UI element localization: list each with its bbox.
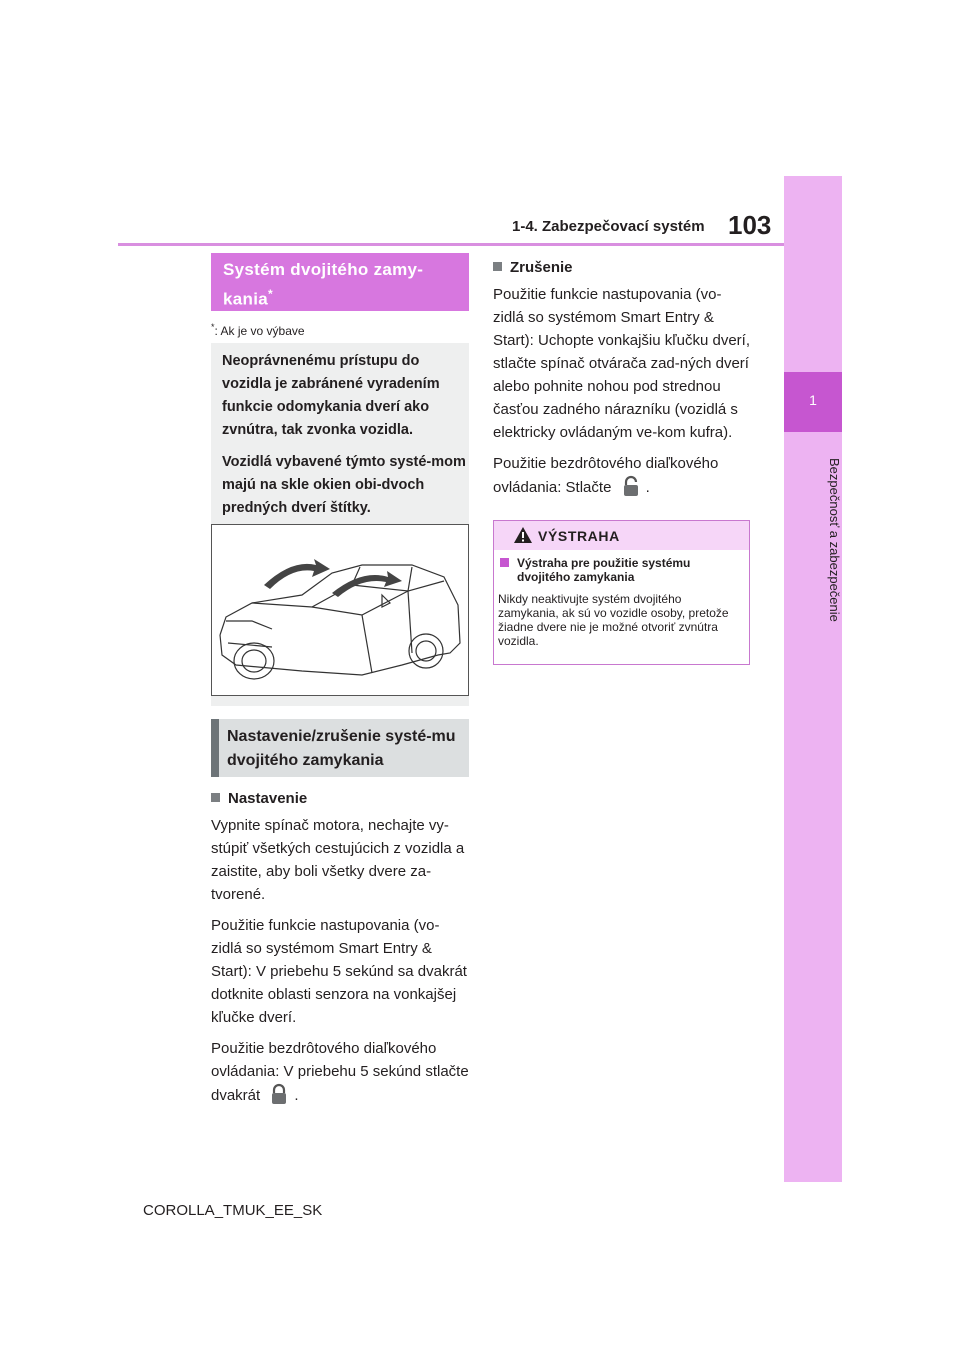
warning-title: VÝSTRAHA	[538, 528, 620, 544]
intro-text	[222, 350, 468, 529]
section-title: 1-4. Zabezpečovací systém	[512, 218, 705, 235]
setting-subheading	[211, 787, 469, 810]
intro-paragraph-1: Neoprávnenému prístupu do vozidla je zabránené vyradením funkcie odomykania dverí ako zvnútra, tak zvonka vozidla.	[222, 353, 440, 438]
footnote-text: : Ak je vo výbave	[214, 324, 305, 338]
cancel-section	[493, 256, 751, 507]
cancel-subheading	[493, 256, 751, 279]
setting-section	[211, 787, 469, 1115]
setting-title: Nastavenie	[228, 790, 308, 807]
warning-subtitle	[500, 556, 740, 584]
intro-paragraph-2: Vozidlá vybavené týmto systé-mom majú na skle okien obi-dvoch predných dverí štítky.	[222, 454, 466, 516]
header-rule	[118, 243, 784, 246]
warning-triangle-icon	[513, 526, 533, 544]
square-bullet-icon	[211, 793, 220, 802]
cancel-paragraph-2-end: .	[645, 479, 650, 496]
footnote-mark: *	[211, 322, 215, 332]
lock-icon	[268, 1083, 290, 1105]
unlock-icon	[620, 475, 642, 497]
cancel-paragraph-2-text: Použitie bezdrôtového diaľkového ovládania: Stlačte	[493, 455, 719, 496]
setting-paragraph-2: Použitie funkcie nastupovania (vo-zidlá so systémom Smart Entry & Start): V priebehu 5 sekúnd sa dvakrát dotknite oblasti senzora na vonkajšej kľučke dverí.	[211, 917, 467, 1026]
footer-document-code: COROLLA_TMUK_EE_SK	[143, 1202, 323, 1219]
chapter-number: 1	[809, 392, 817, 408]
chapter-label: Bezpečnosť a zabezpečenie	[827, 458, 842, 622]
chapter-side-tab	[784, 176, 842, 1182]
cancel-paragraph-2	[493, 452, 751, 499]
section-heading-set-cancel: Nastavenie/zrušenie systé-mu dvojitého zamykania	[211, 719, 469, 777]
warning-subtitle-text: Výstraha pre použitie systému dvojitého zamykania	[517, 556, 691, 584]
cancel-paragraph-1: Použitie funkcie nastupovania (vo-zidlá so systémom Smart Entry & Start): Uchopte vonkajšiu kľučku dverí, stlačte spínač otvárača zad-ných dverí alebo pohnite nohou pod strednou časťou zadného nárazníku (vozidlá s elektricky ovládaným ve-kom kufra).	[493, 286, 750, 441]
page-number: 103	[728, 210, 772, 240]
car-illustration	[211, 524, 469, 696]
warning-body: Nikdy neaktivujte systém dvojitého zamykania, ak sú vo vozidle osoby, pretože žiadne dvere nie je možné otvoriť zvnútra vozidla.	[498, 592, 729, 648]
heading-line-2: kania	[223, 289, 268, 309]
setting-paragraph-3-end: .	[294, 1087, 299, 1104]
car-drawing	[212, 525, 468, 695]
setting-paragraph-3	[211, 1037, 469, 1107]
section-heading-double-locking	[211, 253, 469, 311]
square-bullet-icon	[493, 262, 502, 271]
cancel-title: Zrušenie	[510, 259, 573, 276]
footnote	[211, 322, 305, 338]
square-bullet-icon	[500, 558, 509, 567]
setting-paragraph-3-text: Použitie bezdrôtového diaľkového ovládania: V priebehu 5 sekúnd stlačte dvakrát	[211, 1040, 469, 1104]
setting-paragraph-1: Vypnite spínač motora, nechajte vy-stúpiť všetkých cestujúcich z vozidla a zaistite, aby boli všetky dvere za-tvorené.	[211, 817, 465, 903]
heading-footnote-mark: *	[267, 287, 273, 301]
heading-line-1: Systém dvojitého zamy-	[223, 260, 424, 279]
